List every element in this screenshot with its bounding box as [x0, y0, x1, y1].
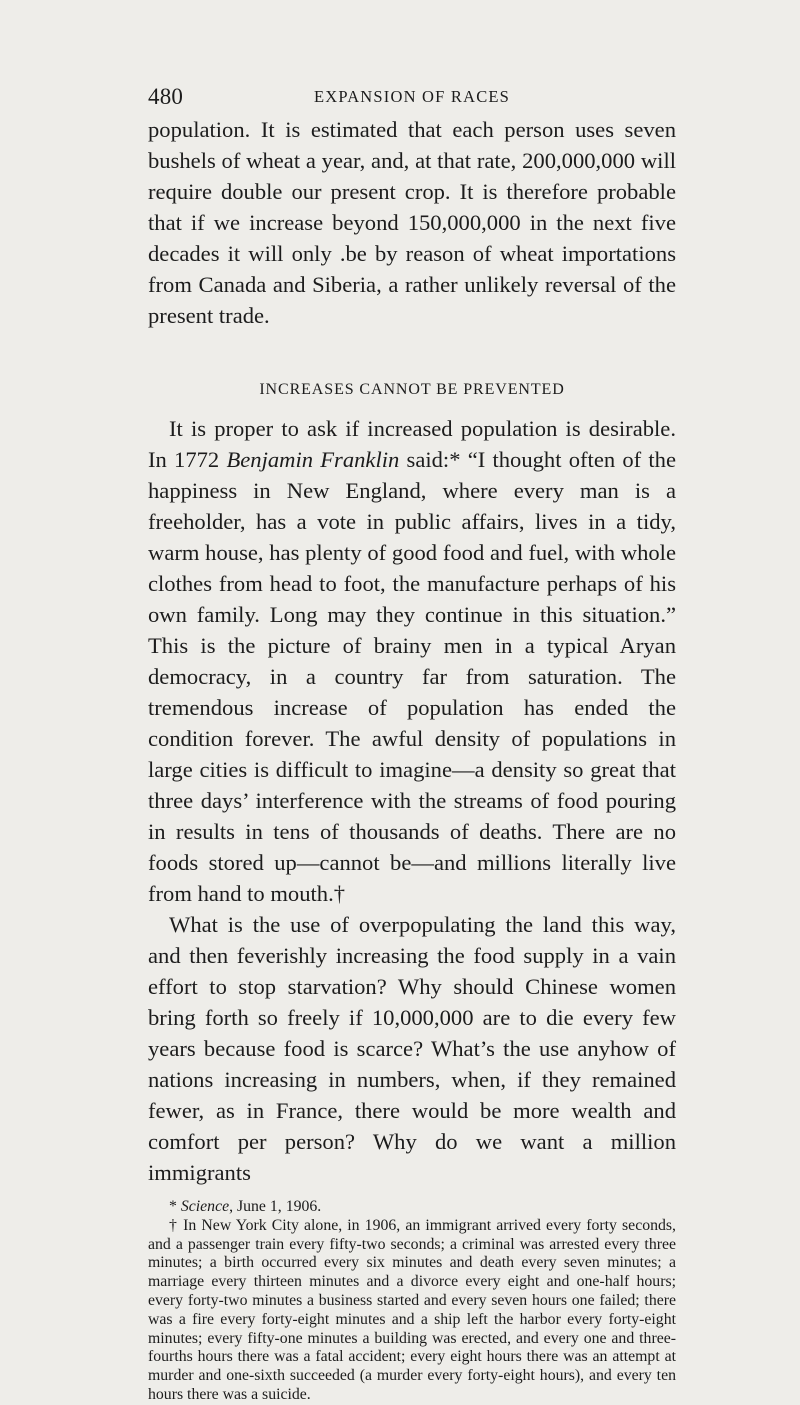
paragraph-franklin	[148, 413, 676, 909]
footnotes	[148, 1198, 676, 1405]
body-text	[148, 114, 676, 1405]
page-header	[148, 84, 676, 114]
section-heading: INCREASES CANNOT BE PREVENTED	[259, 381, 565, 398]
franklin-text-after: said:* “I thought often of the happiness in New England, where every man is a freeholder, has a vote in public affairs, lives in a tidy, warm house, has plenty of good food and fuel, with whole clothes from head to foot, the manufacture perhaps of his own family. Long may they continue in this situation.” This is the picture of brainy men in a typical Aryan democracy, in a country far from saturation. The tremendous increase of population has ended the condition forever. The awful density of populations in large cities is difficult to imagine—a density so great that three days’ interference with the streams of food pouring in results in tens of thousands of deaths. There are no foods stored up—cannot be—and millions literally live from hand to mouth.†	[148, 447, 676, 906]
paragraph-wheat: population. It is estimated that each person uses seven bushels of wheat a year, and, at that rate, 200,000,000 will require double our present crop. It is therefore probable that if we increase beyond 150,000,000 in the next five decades it will only .be by reason of wheat importations from Canada and Siberia, a rather unlikely reversal of the present trade.	[148, 117, 676, 328]
franklin-name: Benjamin Franklin	[226, 447, 400, 472]
footnote-date: , June 1, 1906.	[229, 1198, 322, 1215]
paragraph-overpopulation: What is the use of overpopulating the land this way, and then feverishly increasing the food supply in a vain effort to stop starvation? Why should Chinese women bring forth so freely if 10,000,000 are to die every few years because food is scarce? What’s the use anyhow of nations increasing in numbers, when, if they remained fewer, as in France, there would be more wealth and comfort per person? Why do we want a million immigrants	[148, 912, 676, 1185]
franklin-text-before: It is proper to ask if increased population is desirable. In 1772	[148, 416, 676, 472]
footnote-source: Science	[180, 1198, 230, 1215]
footnote-marker: *	[169, 1198, 181, 1215]
footnote-science	[148, 1198, 676, 1217]
running-head: EXPANSION OF RACES	[313, 87, 511, 106]
page-number: 480	[148, 84, 184, 109]
footnote-new-york: † In New York City alone, in 1906, an immigrant arrived every forty seconds, and a passenger train every fifty-two seconds; a criminal was arrested every three minutes; a birth occurred every six minutes and death every seven minutes; a marriage every thirteen minutes and a divorce every eight and one-half hours; every forty-two minutes a business started and every seven hours one failed; there was a fire every forty-eight minutes and a ship left the harbor every forty-eight minutes; every fifty-one minutes a building was erected, and every one and three-fourths hours there was a fatal accident; every eight hours there was an attempt at murder and one-sixth succeeded (a murder every forty-eight hours), and every ten hours there was a suicide.	[148, 1216, 676, 1403]
